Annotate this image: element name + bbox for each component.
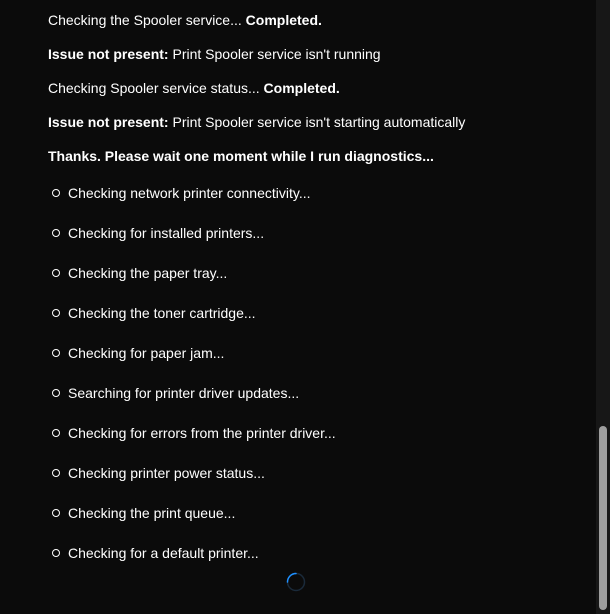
hollow-circle-bullet-icon bbox=[52, 349, 60, 357]
diagnostic-item-label: Checking for errors from the printer driver... bbox=[68, 425, 336, 441]
spooler-running-result-label: Issue not present: bbox=[48, 46, 169, 62]
spooler-service-check bbox=[48, 11, 322, 29]
diagnostics-intro-text: Thanks. Please wait one moment while I run diagnostics... bbox=[48, 148, 434, 164]
spooler-autostart-result bbox=[48, 113, 465, 131]
hollow-circle-bullet-icon bbox=[52, 429, 60, 437]
spooler-status-check-text: Checking Spooler service status... bbox=[48, 80, 264, 96]
diagnostic-item-label: Checking for paper jam... bbox=[68, 345, 225, 361]
diagnostic-item-label: Checking printer power status... bbox=[68, 465, 265, 481]
hollow-circle-bullet-icon bbox=[52, 309, 60, 317]
hollow-circle-bullet-icon bbox=[52, 189, 60, 197]
hollow-circle-bullet-icon bbox=[52, 229, 60, 237]
diagnostic-item-label: Searching for printer driver updates... bbox=[68, 385, 300, 401]
diagnostic-item-label: Checking network printer connectivity... bbox=[68, 185, 311, 201]
diagnostic-item-label: Checking the paper tray... bbox=[68, 265, 228, 281]
diagnostic-item-label: Checking for installed printers... bbox=[68, 225, 265, 241]
loading-spinner-icon bbox=[286, 572, 306, 592]
vertical-scrollbar[interactable] bbox=[596, 0, 610, 614]
hollow-circle-bullet-icon bbox=[52, 269, 60, 277]
spooler-autostart-result-text: Print Spooler service isn't starting automatically bbox=[168, 114, 466, 130]
hollow-circle-bullet-icon bbox=[52, 389, 60, 397]
hollow-circle-bullet-icon bbox=[52, 509, 60, 517]
diagnostic-item-label: Checking the toner cartridge... bbox=[68, 305, 256, 321]
hollow-circle-bullet-icon bbox=[52, 469, 60, 477]
spooler-status-check-result: Completed. bbox=[263, 80, 340, 96]
diagnostics-intro bbox=[48, 147, 434, 165]
spooler-status-check bbox=[48, 79, 340, 97]
spooler-service-check-result: Completed. bbox=[245, 12, 322, 28]
diagnostic-item-label: Checking the print queue... bbox=[68, 505, 236, 521]
spooler-running-result-text: Print Spooler service isn't running bbox=[168, 46, 381, 62]
scrollbar-thumb[interactable] bbox=[599, 426, 607, 610]
hollow-circle-bullet-icon bbox=[52, 549, 60, 557]
diagnostic-item-label: Checking for a default printer... bbox=[68, 545, 259, 561]
spooler-running-result bbox=[48, 45, 381, 63]
spooler-autostart-result-label: Issue not present: bbox=[48, 114, 169, 130]
spooler-service-check-text: Checking the Spooler service... bbox=[48, 12, 246, 28]
